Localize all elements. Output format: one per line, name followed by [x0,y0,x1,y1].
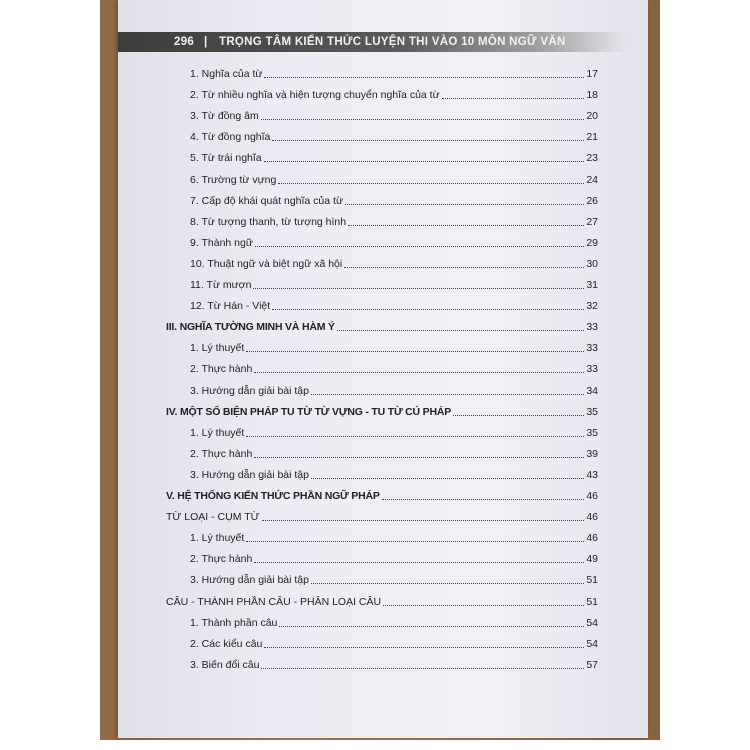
toc-entry-label: 1. Nghĩa của từ [190,68,263,80]
toc-entry-page: 46 [586,490,598,502]
toc-entry-page: 32 [586,300,598,313]
toc-row [166,592,598,608]
toc-entry-label: TỪ LOẠI - CỤM TỪ [166,511,260,524]
toc-row [166,655,598,671]
toc-entry-label: 3. Hướng dẫn giải bài tập [190,574,309,587]
header-book-title: TRỌNG TÂM KIẾN THỨC LUYỆN THI VÀO 10 MÔN NGỮ VĂN [219,36,566,48]
toc-leader-dots [311,478,584,479]
toc-row [166,317,598,333]
toc-entry-page: 51 [586,595,598,608]
toc-leader-dots [382,499,584,500]
toc-entry-label: 3. Hướng dẫn giải bài tập [190,384,309,397]
toc-row [166,170,598,186]
toc-entry-page: 54 [586,616,598,629]
toc-row [166,402,598,418]
toc-entry-page: 54 [586,637,598,650]
toc-entry-page: 20 [586,110,598,123]
toc-entry-page: 29 [586,236,598,249]
toc-leader-dots [264,161,584,162]
toc-leader-dots [348,225,584,226]
toc-leader-dots [261,668,584,669]
toc-entry-page: 24 [586,173,598,186]
toc-leader-dots [278,183,584,184]
book-page [118,0,648,738]
toc-entry-label: IV. MỘT SỐ BIỆN PHÁP TU TỪ TỪ VỰNG - TU TỪ CÚ PHÁP [166,405,452,418]
toc-row [166,549,598,565]
toc-leader-dots [311,583,584,584]
toc-entry-label: 1. Lý thuyết [190,342,245,355]
toc-row [166,507,598,523]
toc-entry-page: 39 [586,447,598,460]
toc-entry-label: 3. Hướng dẫn giải bài tập [190,468,309,481]
toc-entry-label: 2. Từ nhiều nghĩa và hiện tượng chuyển nghĩa của từ [190,89,440,102]
toc-leader-dots [337,330,584,331]
toc-row [166,570,598,586]
toc-entry-label: 2. Thực hành [190,447,253,460]
toc-entry-page: 46 [586,511,598,524]
toc-entry-page: 33 [586,321,598,334]
toc-row [166,423,598,439]
toc-leader-dots [254,372,584,373]
toc-entry-label: 5. Từ trái nghĩa [190,152,262,165]
toc-entry-page: 49 [586,553,598,566]
toc-entry-page: 46 [586,532,598,545]
toc-entry-label: 1. Lý thuyết [190,532,245,545]
toc-row [166,634,598,650]
toc-row [166,191,598,207]
toc-entry-label: 3. Từ đồng âm [190,110,259,123]
toc-entry-label: 11. Từ mượn [190,279,252,291]
toc-entry-label: 3. Biến đổi câu [190,658,260,671]
toc-row [166,613,598,629]
toc-row [166,85,598,101]
toc-row [166,338,598,354]
toc-entry-page: 33 [586,363,598,376]
toc-leader-dots [311,394,584,395]
toc-leader-dots [254,562,584,563]
toc-entry-label: V. HỆ THỐNG KIẾN THỨC PHẦN NGỮ PHÁP [166,490,380,502]
toc-entry-page: 17 [586,68,598,80]
toc-leader-dots [442,98,584,99]
toc-entry-label: 12. Từ Hán - Việt [190,300,271,313]
running-header [118,32,628,52]
toc-entry-label: 4. Từ đồng nghĩa [190,131,271,144]
toc-leader-dots [253,288,584,289]
toc-leader-dots [264,647,584,648]
toc-entry-label: 8. Từ tượng thanh, từ tượng hình [190,215,347,228]
toc-entry-page: 30 [586,257,598,270]
toc-entry-label: 2. Thực hành [190,553,253,566]
toc-entry-label: 1. Thành phần câu [190,616,278,629]
toc-entry-page: 26 [586,194,598,207]
toc-entry-label: 9. Thành ngữ [190,236,253,249]
toc-leader-dots [262,520,584,521]
toc-row [166,254,598,270]
toc-leader-dots [255,246,584,247]
toc-entry-page: 57 [586,658,598,671]
toc-entry-label: III. NGHĨA TƯỜNG MINH VÀ HÀM Ý [166,321,335,334]
toc-row [166,64,598,80]
toc-leader-dots [345,204,584,205]
toc-entry-page: 21 [586,131,598,144]
header-separator: | [204,36,208,48]
toc-row [166,233,598,249]
toc-entry-page: 27 [586,215,598,228]
toc-entry-label: 7. Cấp độ khái quát nghĩa của từ [190,194,343,207]
toc-row [166,127,598,143]
toc-row [166,148,598,164]
toc-entry-page: 35 [586,426,598,439]
toc-entry-label: CÂU - THÀNH PHẦN CÂU - PHÂN LOẠI CÂU [166,595,382,608]
toc-entry-label: 2. Các kiểu câu [190,637,263,650]
toc-leader-dots [246,436,584,437]
toc-leader-dots [453,415,584,416]
toc-entry-label: 10. Thuật ngữ và biệt ngữ xã hội [190,257,343,270]
toc-leader-dots [246,351,584,352]
toc-row [166,359,598,375]
toc-entry-page: 18 [586,89,598,102]
toc-leader-dots [261,119,584,120]
toc-leader-dots [272,309,584,310]
toc-row [166,275,598,291]
toc-entry-label: 2. Thực hành [190,363,253,376]
toc-leader-dots [344,267,584,268]
toc-entry-label: 1. Lý thuyết [190,426,245,439]
toc-leader-dots [246,541,584,542]
toc-entry-page: 23 [586,152,598,165]
toc-entry-page: 31 [586,279,598,291]
toc-leader-dots [264,77,584,78]
toc-row [166,381,598,397]
toc-leader-dots [272,140,584,141]
header-page-number: 296 [174,36,195,48]
toc-row [166,444,598,460]
toc-row [166,296,598,312]
toc-row [166,528,598,544]
toc-entry-page: 51 [586,574,598,587]
toc-row [166,465,598,481]
toc-entry-page: 33 [586,342,598,355]
toc-entry-label: 6. Trường từ vựng [190,173,277,186]
toc-leader-dots [279,626,584,627]
toc-leader-dots [254,457,584,458]
toc-entry-page: 34 [586,384,598,397]
toc-row [166,486,598,502]
toc-row [166,212,598,228]
toc-entry-page: 35 [586,405,598,418]
toc-entry-page: 43 [586,468,598,481]
toc-row [166,106,598,122]
toc-leader-dots [383,605,584,606]
